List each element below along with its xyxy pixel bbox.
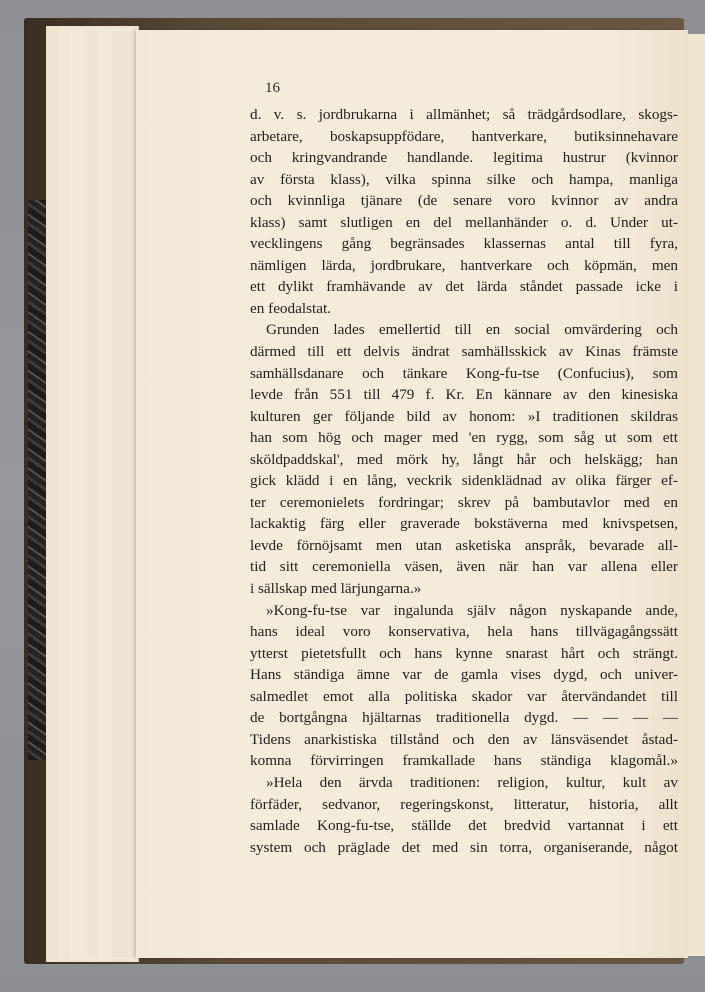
text-line: komna förvirringen framkallade hans ständiga klagomål.»: [250, 752, 678, 770]
text-line: lackaktig färg eller graverade bokstäverna med knivspetsen,: [250, 515, 678, 533]
text-line: och kringvandrande handlande. legitima hustrur (kvinnor: [250, 149, 678, 167]
text-line: en feodalstat.: [250, 299, 331, 317]
text-line: av första klass), vilka spinna silke och hampa, manliga: [250, 170, 678, 188]
text-line: därmed till ett delvis ändrat samhällsskick av Kinas främste: [250, 343, 678, 361]
page-edge: [112, 31, 139, 957]
text-line: kulturen ger följande bild av honom: »I traditionen skildras: [250, 407, 678, 425]
marbled-endpaper: [28, 200, 48, 760]
text-line: Grunden lades emellertid till en social omvärdering och: [266, 321, 678, 339]
text-line: d. v. s. jordbrukarna i allmänhet; så trädgårdsodlare, skogs-: [250, 106, 678, 123]
text-line: »Hela den ärvda traditionen: religion, kultur, kult av: [266, 773, 678, 791]
text-line: levde förnöjsamt men utan asketiska anspråk, bevarade all-: [250, 536, 678, 554]
text-line: de bortgångna hjältarnas traditionella dygd. — — — —: [250, 709, 678, 727]
text-line: system och präglade det med sin torra, organiserande, något: [250, 838, 678, 856]
text-line: levde från 551 till 479 f. Kr. En kännare av den kinesiska: [250, 386, 678, 404]
text-line: sköldpaddskal', med mörk hy, långt hår och helskägg; han: [250, 450, 678, 468]
text-line: arbetare, boskapsuppfödare, hantverkare, butiksinnehavare: [250, 127, 678, 145]
text-line: klass) samt slutligen en del mellanhänder o. d. Under ut-: [250, 213, 678, 231]
text-line: gick klädd i en lång, veckrik sidenklädnad av olika färger ef-: [250, 472, 678, 490]
text-line: samlade Kong-fu-tse, ställde det bredvid vartannat i ett: [250, 817, 678, 835]
body-text: [250, 104, 678, 858]
next-page-edge: [688, 34, 705, 956]
text-line: »Kong-fu-tse var ingalunda själv någon nyskapande ande,: [266, 601, 678, 619]
text-line: ett dylikt framhävande av det lärda ståndet passade icke i: [250, 278, 678, 296]
text-line: nämligen lärda, jordbrukare, hantverkare och köpmän, men: [250, 256, 678, 274]
text-line: och kvinnliga tjänare (de senare voro kvinnor av andra: [250, 192, 678, 210]
text-line: salmedlet emot alla politiska skador var återvändandet till: [250, 687, 678, 705]
text-line: ytterst pietetsfullt och hans kynne snarast hårt och strängt.: [250, 644, 678, 662]
text-line: vecklingens gång begränsades klassernas antal till fyra,: [250, 235, 678, 253]
text-line: i sällskap med lärjungarna.»: [250, 580, 422, 598]
text-line: ter ceremonielets fordringar; skrev på bambutavlor med en: [250, 493, 678, 511]
text-line: tid sitt ceremoniella väsen, även när han var allena eller: [250, 558, 678, 576]
text-line: hans ideal voro konservativa, hela hans tillvägagångssätt: [250, 623, 678, 641]
text-line: han som hög och mager med 'en rygg, som såg ut som ett: [250, 429, 678, 447]
text-line: Tidens anarkistiska tillstånd och den av länsväsendet åstad-: [250, 730, 678, 748]
text-line: Hans ständiga ämne var de gamla vises dygd, och univer-: [250, 666, 678, 684]
page-number: 16: [265, 80, 280, 96]
text-line: förfäder, sedvanor, regeringskonst, litteratur, historia, allt: [250, 795, 678, 813]
text-line: samhällsdanare och tänkare Kong-fu-tse (Confucius), som: [250, 364, 678, 382]
